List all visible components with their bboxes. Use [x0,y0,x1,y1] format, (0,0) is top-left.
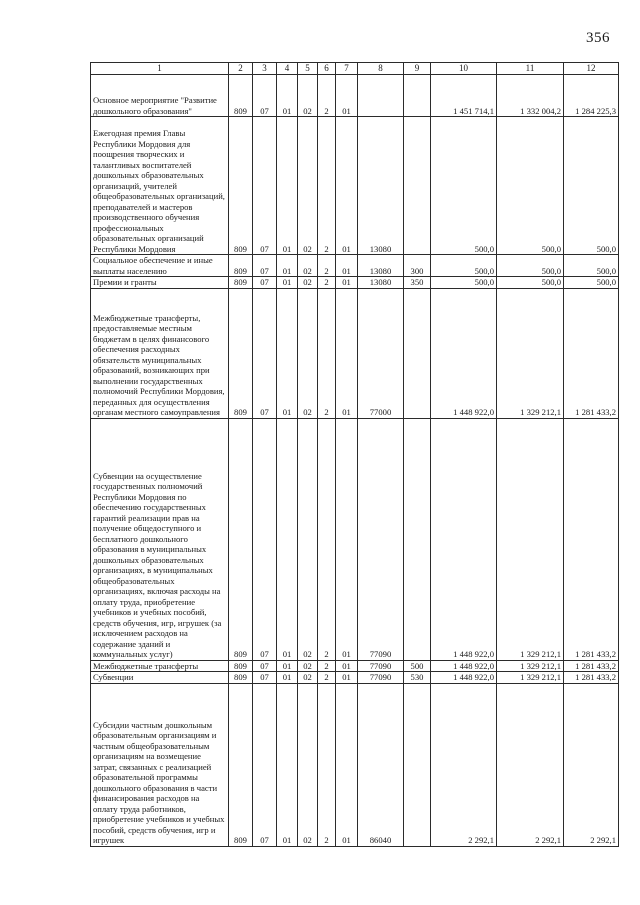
code-cell: 2 [318,255,336,277]
table-row [91,75,619,117]
page-number: 356 [586,30,610,46]
code-cell: 01 [336,660,358,672]
column-header: 12 [564,63,619,75]
amount-cell: 2 292,1 [497,683,564,846]
amount-cell: 1 284 225,3 [564,75,619,117]
code-cell: 2 [318,75,336,117]
amount-cell: 1 281 433,2 [564,288,619,418]
amount-cell: 2 292,1 [564,683,619,846]
amount-cell: 2 292,1 [431,683,497,846]
code-cell [404,418,431,660]
row-name: Межбюджетные трансферты [91,660,229,672]
code-cell: 01 [336,418,358,660]
code-cell: 01 [336,117,358,255]
amount-cell: 500,0 [564,117,619,255]
amount-cell: 500,0 [431,117,497,255]
code-cell [404,75,431,117]
budget-table [90,62,619,847]
column-header: 5 [298,63,318,75]
code-cell: 01 [336,288,358,418]
column-header: 10 [431,63,497,75]
code-cell: 02 [298,277,318,289]
code-cell: 01 [336,683,358,846]
code-cell: 77090 [358,418,404,660]
amount-cell: 500,0 [431,255,497,277]
column-header: 7 [336,63,358,75]
code-cell: 809 [229,683,253,846]
code-cell: 01 [277,75,298,117]
code-cell: 809 [229,288,253,418]
code-cell: 01 [336,672,358,684]
code-cell: 02 [298,255,318,277]
amount-cell: 1 329 212,1 [497,418,564,660]
table-row [91,418,619,660]
code-cell: 07 [253,117,277,255]
amount-cell: 1 281 433,2 [564,418,619,660]
code-cell: 02 [298,418,318,660]
amount-cell: 500,0 [564,255,619,277]
code-cell [404,117,431,255]
code-cell: 2 [318,660,336,672]
code-cell: 2 [318,672,336,684]
code-cell: 01 [277,288,298,418]
code-cell: 01 [277,117,298,255]
code-cell: 86040 [358,683,404,846]
row-name: Ежегодная премия Главы Республики Мордовия для поощрения творческих и талантливых воспитателей дошкольных образовательных организаций, учителей общеобразовательных организаций, преподавателей и мастеров производственного обучения профессиональных образовательных организаций Республики Мордовия [91,117,229,255]
code-cell: 01 [277,683,298,846]
amount-cell: 1 329 212,1 [497,288,564,418]
code-cell: 01 [336,75,358,117]
column-header: 2 [229,63,253,75]
code-cell: 2 [318,683,336,846]
code-cell: 02 [298,117,318,255]
amount-cell: 1 329 212,1 [497,660,564,672]
table-row [91,672,619,684]
row-name: Субвенции [91,672,229,684]
code-cell [404,683,431,846]
code-cell: 02 [298,683,318,846]
amount-cell: 500,0 [431,277,497,289]
amount-cell: 1 329 212,1 [497,672,564,684]
amount-cell: 500,0 [497,117,564,255]
code-cell: 809 [229,75,253,117]
code-cell: 01 [277,418,298,660]
code-cell: 809 [229,117,253,255]
code-cell: 77000 [358,288,404,418]
code-cell: 809 [229,660,253,672]
code-cell: 02 [298,660,318,672]
code-cell: 500 [404,660,431,672]
code-cell: 07 [253,683,277,846]
amount-cell: 1 448 922,0 [431,418,497,660]
column-header: 6 [318,63,336,75]
code-cell: 77090 [358,660,404,672]
code-cell: 01 [336,277,358,289]
code-cell: 02 [298,288,318,418]
table-row [91,683,619,846]
row-name: Основное мероприятие "Развитие дошкольного образования" [91,75,229,117]
table-row [91,660,619,672]
code-cell: 350 [404,277,431,289]
code-cell: 2 [318,288,336,418]
code-cell: 13080 [358,255,404,277]
code-cell: 07 [253,277,277,289]
table-row [91,277,619,289]
code-cell [404,288,431,418]
column-header: 8 [358,63,404,75]
amount-cell: 1 281 433,2 [564,660,619,672]
code-cell: 300 [404,255,431,277]
column-header: 11 [497,63,564,75]
code-cell: 02 [298,75,318,117]
column-header: 9 [404,63,431,75]
code-cell: 77090 [358,672,404,684]
column-header: 1 [91,63,229,75]
code-cell: 07 [253,418,277,660]
code-cell: 809 [229,672,253,684]
code-cell: 07 [253,75,277,117]
row-name: Межбюджетные трансферты, предоставляемые местным бюджетам в целях финансового обеспечения расходных обязательств муниципальных образований, возникающих при выполнении государственных полномочий Республики Мордовия, переданных для осуществления органам местного самоуправления [91,288,229,418]
code-cell: 01 [277,277,298,289]
code-cell: 2 [318,418,336,660]
code-cell: 13080 [358,117,404,255]
code-cell: 01 [277,660,298,672]
column-header: 3 [253,63,277,75]
row-name: Субсидии частным дошкольным образовательным организациям и частным общеобразовательным организациям на возмещение затрат, связанных с реализацией образовательной программы дошкольного образования в части финансирования расходов на оплату труда работников, приобретение учебников и учебных пособий, средств обучения, игр и игрушек [91,683,229,846]
amount-cell: 1 281 433,2 [564,672,619,684]
code-cell: 2 [318,117,336,255]
row-name: Субвенции на осуществление государственных полномочий Республики Мордовия по обеспечению государственных гарантий реализации прав на получение общедоступного и бесплатного дошкольного образования в муниципальных дошкольных образовательных организациях, в муниципальных общеобразовательных организациях, включая расходы на оплату труда, приобретение учебников и учебных пособий, средств обучения, игр, игрушек (за исключением расходов на содержание зданий и коммунальных услуг) [91,418,229,660]
code-cell: 809 [229,418,253,660]
code-cell: 530 [404,672,431,684]
column-header: 4 [277,63,298,75]
amount-cell: 1 448 922,0 [431,672,497,684]
amount-cell: 1 448 922,0 [431,660,497,672]
code-cell: 809 [229,255,253,277]
row-name: Премии и гранты [91,277,229,289]
code-cell: 07 [253,255,277,277]
table-header-row [91,63,619,75]
code-cell: 01 [336,255,358,277]
amount-cell: 1 451 714,1 [431,75,497,117]
code-cell: 809 [229,277,253,289]
amount-cell: 1 332 004,2 [497,75,564,117]
code-cell: 2 [318,277,336,289]
amount-cell: 1 448 922,0 [431,288,497,418]
amount-cell: 500,0 [497,255,564,277]
amount-cell: 500,0 [497,277,564,289]
row-name: Социальное обеспечение и иные выплаты населению [91,255,229,277]
code-cell: 13080 [358,277,404,289]
code-cell: 07 [253,288,277,418]
code-cell: 01 [277,255,298,277]
table-row [91,288,619,418]
table-row [91,255,619,277]
code-cell: 07 [253,660,277,672]
amount-cell: 500,0 [564,277,619,289]
table-row [91,117,619,255]
code-cell [358,75,404,117]
code-cell: 02 [298,672,318,684]
code-cell: 01 [277,672,298,684]
code-cell: 07 [253,672,277,684]
